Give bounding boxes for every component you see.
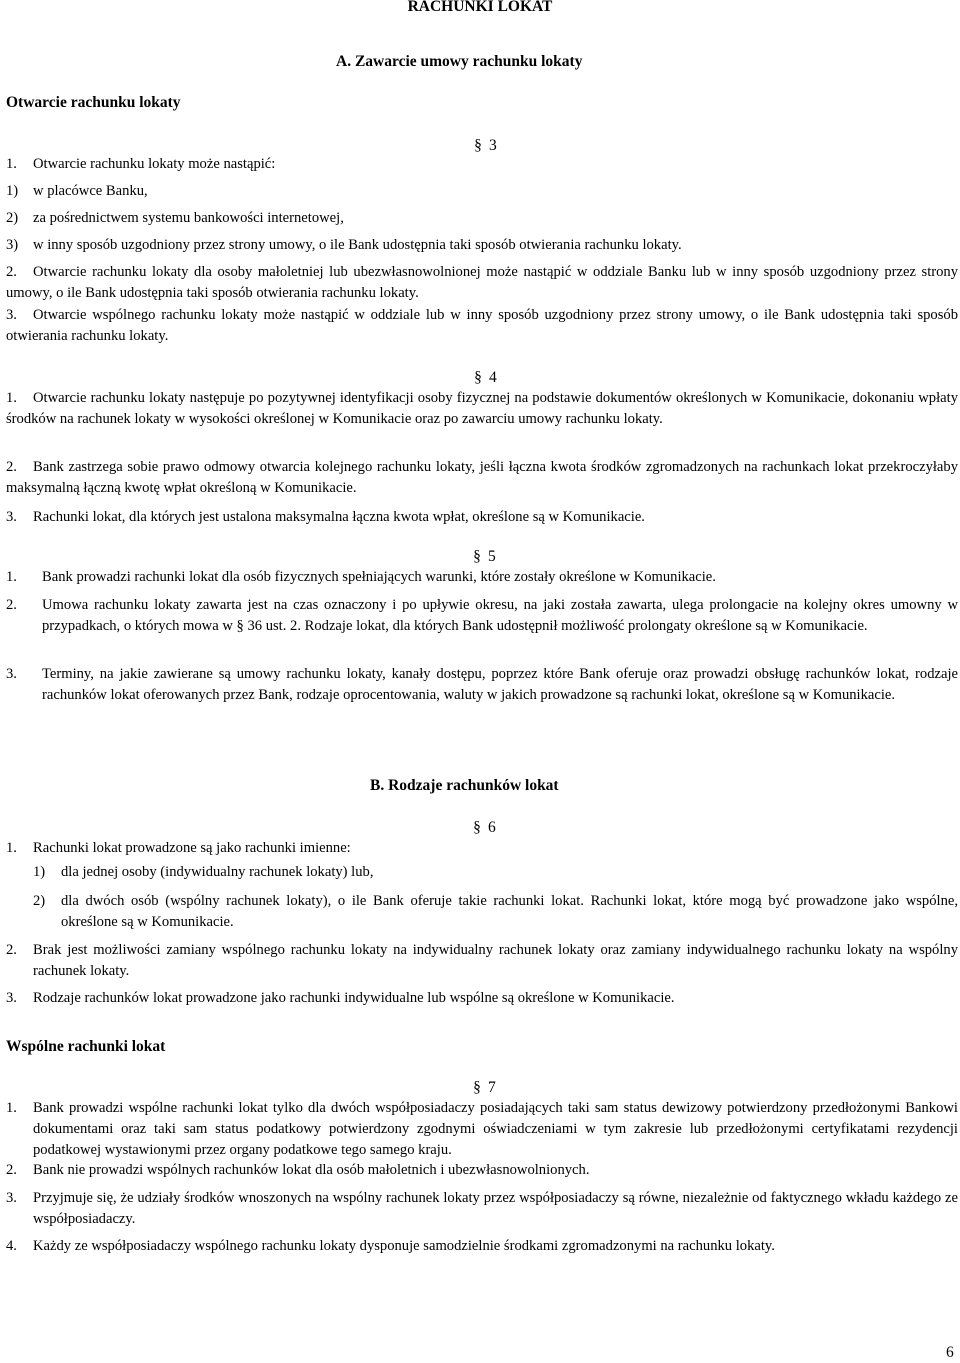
section-b-heading: B. Rodzaje rachunków lokat [370,777,559,794]
paragraph-text: Otwarcie rachunku lokaty następuje po pozytywnej identyfikacji osoby fizycznej na podstawie dokumentów określonych w Komunikacie, dokonaniu wpłaty środków na rachunek lokaty w wysokości określonej w Komunikacie oraz po zawarciu umowy rachunku lokaty. [6,390,958,427]
section-sign: § [473,819,481,836]
paragraph-text: Otwarcie rachunku lokaty może nastąpić: [33,156,276,172]
s5-paragraph-1 [6,567,958,588]
paragraph-text: Bank prowadzi wspólne rachunki lokat tylko dla dwóch współposiadaczy posiadających taki sam status dewizowy potwierdzony przedłożonymi Bankowi dokumentami oraz taki sam status podatkowy potwierdzony zgodnymi oświadczeniami w tym zakresie lub przedłożonymi certyfikatami rezydencji podatkowej wystawionymi przez organy podatkowe tego samego kraju. [33,1100,958,1158]
section-sign: § [473,548,481,565]
list-item [6,208,958,235]
s3-paragraph-3 [6,305,958,347]
paragraph-number: 1. [6,840,17,856]
s6-paragraph-1 [6,838,958,859]
list-item-number: 1) [33,864,46,880]
s5-paragraph-2 [6,595,958,637]
list-item-number: 2) [33,893,46,909]
paragraph-number: 2. [6,459,17,475]
s7-paragraph-4 [6,1236,958,1257]
list-item-text: dla jednej osoby (indywidualny rachunek lokaty) lub, [61,864,374,880]
paragraph-text: Otwarcie wspólnego rachunku lokaty może nastąpić w oddziale lub w inny sposób uzgodniony przez strony umowy, o ile Bank udostępnia taki sposób otwierania rachunku lokaty. [6,307,958,344]
paragraph-text: Umowa rachunku lokaty zawarta jest na czas oznaczony i po upływie okresu, na jaki została zawarta, ulega prolongacie na kolejny okres umowny w przypadkach, o których mowa w § 36 ust. 2. Rodzaje lokat, dla których Bank udostępnił możliwość prolongaty określone są w Komunikacie. [42,597,958,634]
paragraph-number: 1. [6,156,17,172]
section-sign: § [474,137,482,154]
section-3-marker [467,135,497,156]
s4-paragraph-3 [6,507,958,528]
list-item-text: w inny sposób uzgodniony przez strony umowy, o ile Bank udostępnia taki sposób otwierania rachunku lokaty. [33,237,682,253]
paragraph-text: Rodzaje rachunków lokat prowadzone jako rachunki indywidualne lub wspólne są określone w Komunikacie. [33,990,675,1006]
paragraph-number: 2. [6,597,17,613]
s3-paragraph-2 [6,262,958,304]
section-number: 3 [489,137,497,154]
section-number: 5 [488,548,496,565]
section-sign: § [474,369,482,386]
paragraph-text: Bank prowadzi rachunki lokat dla osób fizycznych spełniających warunki, które zostały określone w Komunikacie. [42,569,716,585]
s7-paragraph-1 [6,1098,958,1161]
s6-paragraph-2 [6,940,958,982]
paragraph-number: 3. [6,307,17,323]
paragraph-text: Brak jest możliwości zamiany wspólnego rachunku lokaty na indywidualny rachunek lokaty oraz zamiany indywidualnego rachunku lokaty na wspólny rachunek lokaty. [33,942,958,979]
paragraph-text: Bank zastrzega sobie prawo odmowy otwarcia kolejnego rachunku lokaty, jeśli łączna kwota środków zgromadzonych na rachunkach lokat przekroczyłaby maksymalną łączną kwotę wpłat określoną w Komunikacie. [6,459,958,496]
paragraph-number: 1. [6,390,17,406]
paragraph-text: Przyjmuje się, że udziały środków wnoszonych na wspólny rachunek lokaty przez współposiadaczy są równe, niezależnie od faktycznego wkładu każdego ze współposiadaczy. [33,1190,958,1227]
paragraph-number: 2. [6,1162,17,1178]
subheading-open-account: Otwarcie rachunku lokaty [6,94,181,111]
paragraph-number: 1. [6,569,17,585]
list-item-number: 1) [6,183,19,199]
section-6-marker [466,817,496,838]
section-5-marker [466,546,496,567]
s6-paragraph-3 [6,988,958,1009]
paragraph-number: 3. [6,1190,17,1206]
paragraph-text: Każdy ze współposiadaczy wspólnego rachunku lokaty dysponuje samodzielnie środkami zgromadzonymi na rachunku lokaty. [33,1238,775,1254]
s6-p1-item-1 [33,862,958,883]
paragraph-number: 2. [6,942,17,958]
paragraph-text: Otwarcie rachunku lokaty dla osoby małoletniej lub ubezwłasnowolnionej może nastąpić w oddziale Banku lub w inny sposób uzgodniony przez strony umowy, o ile Bank udostępnia taki sposób otwierania rachunku lokaty. [6,264,958,301]
s6-p1-item-2 [33,891,958,933]
s3-paragraph-1 [6,154,958,175]
paragraph-number: 2. [6,264,17,280]
section-7-marker [466,1077,496,1098]
section-number: 7 [488,1079,496,1096]
list-item [6,181,958,208]
s7-paragraph-2 [6,1160,958,1181]
s4-paragraph-2 [6,457,958,499]
paragraph-text: Rachunki lokat, dla których jest ustalona maksymalna łączna kwota wpłat, określone są w Komunikacie. [33,509,645,525]
document-title: RACHUNKI LOKAT [407,0,553,15]
list-item-number: 2) [6,210,19,226]
paragraph-number: 4. [6,1238,17,1254]
paragraph-number: 3. [6,990,17,1006]
s4-paragraph-1 [6,388,958,430]
subheading-joint-accounts: Wspólne rachunki lokat [6,1038,166,1055]
paragraph-text: Rachunki lokat prowadzone są jako rachunki imienne: [33,840,351,856]
section-sign: § [473,1079,481,1096]
paragraph-number: 3. [6,666,17,682]
list-item-text: w placówce Banku, [33,183,148,199]
list-item-text: za pośrednictwem systemu bankowości internetowej, [33,210,344,226]
s5-paragraph-3 [6,664,958,706]
list-item-number: 3) [6,237,19,253]
section-number: 6 [488,819,496,836]
paragraph-text: Terminy, na jakie zawierane są umowy rachunku lokaty, kanały dostępu, poprzez które Bank oferuje oraz prowadzi obsługę rachunków lokat, rodzaje rachunków lokat oferowanych przez Bank, rodzaje oprocentowania, waluty w jakich prowadzone są rachunki lokat, określone są w Komunikacie. [42,666,958,703]
list-item [6,235,958,262]
section-4-marker [467,367,497,388]
section-number: 4 [489,369,497,386]
list-item-text: dla dwóch osób (wspólny rachunek lokaty), o ile Bank oferuje takie rachunki lokat. Rachunki lokat, które mogą być prowadzone jako wspólne, określone są w Komunikacie. [61,893,958,930]
section-a-heading: A. Zawarcie umowy rachunku lokaty [336,53,583,70]
page-number: 6 [946,1344,954,1361]
paragraph-number: 1. [6,1100,17,1116]
paragraph-text: Bank nie prowadzi wspólnych rachunków lokat dla osób małoletnich i ubezwłasnowolnionych. [33,1162,590,1178]
paragraph-number: 3. [6,509,17,525]
s3-p1-list [6,181,958,262]
s7-paragraph-3 [6,1188,958,1230]
